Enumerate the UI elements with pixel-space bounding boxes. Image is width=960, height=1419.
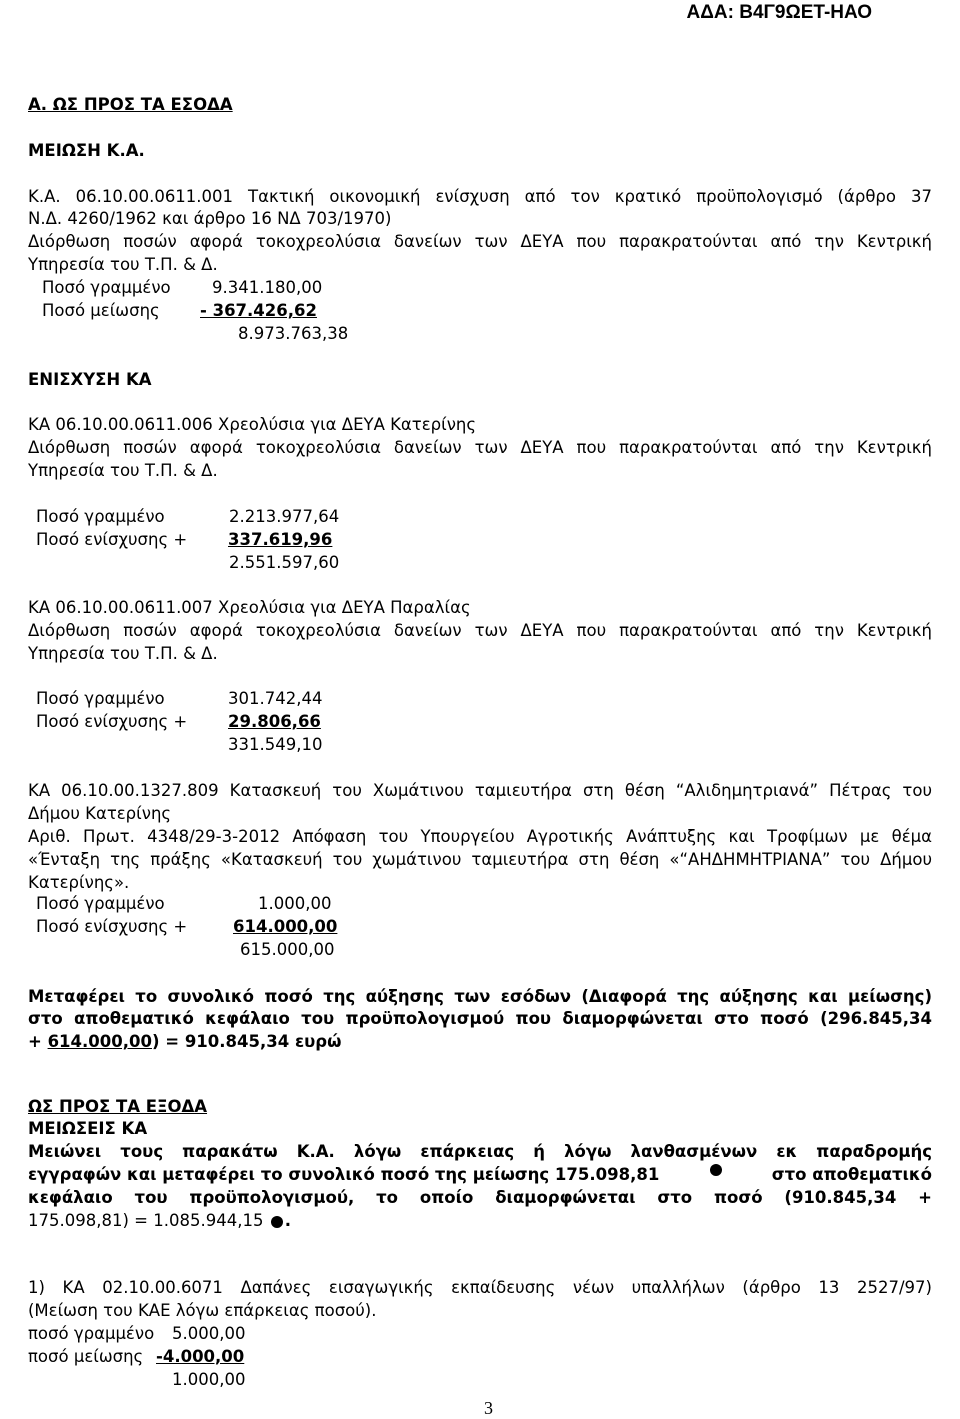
ka4-budget-label: Ποσό γραμμένο — [36, 894, 165, 913]
ada-code: ΑΔΑ: Β4Γ9ΩΕΤ-ΗΑΟ — [686, 2, 872, 23]
item1-total: 1.000,00 — [172, 1370, 246, 1389]
ka2-budget-label: Ποσό γραμμένο — [36, 507, 165, 526]
summary-line3-underlined: 614.000,00 — [47, 1032, 152, 1051]
ka1-line2: Ν.Δ. 4260/1962 και άρθρο 16 ΝΔ 703/1970) — [28, 209, 392, 228]
ka1-change-label: Ποσό μείωσης — [42, 301, 160, 320]
ka3-line3: Υπηρεσία του Τ.Π. & Δ. — [28, 644, 218, 663]
ka1-line1: Κ.Α. 06.10.00.0611.001 Τακτική οικονομική ενίσχυση από τον κρατικό προϋπολογισμό (άρθρο 37 — [28, 187, 932, 206]
ka2-line2: Διόρθωση ποσών αφορά τοκοχρεολύσια δανείων των ΔΕΥΑ που παρακρατούνται από την Κεντρική — [28, 438, 932, 457]
increase-heading: ΕΝΙΣΧΥΣΗ ΚΑ — [28, 370, 152, 389]
reduction-heading: ΜΕΙΩΣΗ Κ.Α. — [28, 141, 145, 160]
ka4-line4: «Ένταξη της πράξης «Κατασκευή του χωμάτινου ταμιευτήρα στη θέση «“ΑΗΔΗΜΗΤΡΙΑΝΑ” του Δήμου — [28, 850, 932, 869]
income-heading: Α. ΩΣ ΠΡΟΣ ΤΑ ΕΣΟΔΑ — [28, 95, 233, 114]
ka3-total: 331.549,10 — [228, 735, 323, 754]
item1-budget-label: ποσό γραμμένο — [28, 1324, 155, 1343]
item1-budget-value: 5.000,00 — [172, 1324, 246, 1343]
ka1-change-value: - 367.426,62 — [200, 301, 317, 320]
ka3-budget-label: Ποσό γραμμένο — [36, 689, 165, 708]
ka4-line3: Αριθ. Πρωτ. 4348/29-3-2012 Απόφαση του Υπουργείου Αγροτικής Ανάπτυξης και Τροφίμων με θέμα — [28, 827, 932, 846]
summary-line1: Μεταφέρει το συνολικό ποσό της αύξησης των εσόδων (Διαφορά της αύξησης και μείωσης) — [28, 987, 932, 1006]
ka3-line2: Διόρθωση ποσών αφορά τοκοχρεολύσια δανείων των ΔΕΥΑ που παρακρατούνται από την Κεντρική — [28, 621, 932, 640]
ka1-budget-value: 9.341.180,00 — [212, 278, 323, 297]
ka3-change-value: 29.806,66 — [228, 712, 321, 731]
ka4-budget-value: 1.000,00 — [258, 894, 332, 913]
ka1-total: 8.973.763,38 — [238, 324, 349, 343]
ka2-change-label: Ποσό ενίσχυσης + — [36, 530, 188, 549]
exp-para-line2 — [28, 1164, 932, 1186]
ka3-budget-value: 301.742,44 — [228, 689, 323, 708]
ka4-total: 615.000,00 — [240, 940, 335, 959]
exp-para-line3: κεφάλαιο του προϋπολογισμού, το οποίο διαμορφώνεται στο ποσό (910.845,34 + — [28, 1188, 932, 1207]
summary-line3 — [28, 1031, 341, 1053]
ka2-total: 2.551.597,60 — [229, 553, 340, 572]
expenses-heading: ΩΣ ΠΡΟΣ ΤΑ ΕΞΟΔΑ — [28, 1097, 208, 1116]
euro-sign-icon — [271, 1216, 283, 1228]
ka4-change-value: 614.000,00 — [233, 917, 338, 936]
ka2-budget-value: 2.213.977,64 — [229, 507, 340, 526]
item1-change-value: -4.000,00 — [156, 1347, 245, 1366]
item1-line2: (Μείωση του ΚΑΕ λόγω επάρκειας ποσού). — [28, 1301, 377, 1320]
euro-sign-icon — [710, 1164, 722, 1176]
exp-para-line4-post: . — [284, 1211, 291, 1230]
ka4-line1: ΚΑ 06.10.00.1327.809 Κατασκευή του Χωμάτινου ταμιευτήρα στη θέση “Αλιδημητριανά” Πέτρας του — [28, 781, 932, 800]
item1-change-label: ποσό μείωσης — [28, 1347, 144, 1366]
ka1-line3: Διόρθωση ποσών αφορά τοκοχρεολύσια δανείων των ΔΕΥΑ που παρακρατούνται από την Κεντρική — [28, 232, 932, 251]
item1-line1: 1) ΚΑ 02.10.00.6071 Δαπάνες εισαγωγικής εκπαίδευσης νέων υπαλλήλων (άρθρο 13 2527/97) — [28, 1278, 932, 1297]
ka2-line1: ΚΑ 06.10.00.0611.006 Χρεολύσια για ΔΕΥΑ Κατερίνης — [28, 415, 477, 434]
ka4-change-label: Ποσό ενίσχυσης + — [36, 917, 188, 936]
ka3-change-label: Ποσό ενίσχυσης + — [36, 712, 188, 731]
summary-line2: στο αποθεματικό κεφάλαιο του προϋπολογισμού που διαμορφώνεται στο ποσό (296.845,34 — [28, 1009, 932, 1028]
ka3-line1: ΚΑ 06.10.00.0611.007 Χρεολύσια για ΔΕΥΑ Παραλίας — [28, 598, 471, 617]
expenses-reductions-heading: ΜΕΙΩΣΕΙΣ ΚΑ — [28, 1119, 148, 1138]
ka4-line2: Δήμου Κατερίνης — [28, 804, 172, 823]
ka1-line4: Υπηρεσία του Τ.Π. & Δ. — [28, 255, 218, 274]
ka1-budget-label: Ποσό γραμμένο — [42, 278, 171, 297]
exp-para-line4-pre: 175.098,81) = 1.085.944,15 — [28, 1211, 264, 1230]
ka2-change-value: 337.619,96 — [228, 530, 333, 549]
exp-para-line2-post: στο αποθεματικό — [771, 1165, 932, 1184]
summary-line3-pre: + — [28, 1032, 48, 1051]
exp-para-line1: Μειώνει τους παρακάτω Κ.Α. λόγω επάρκειας ή λόγω λανθασμένων εκ παραδρομής — [28, 1142, 932, 1161]
ka4-line5: Κατερίνης». — [28, 873, 130, 892]
page-number: 3 — [484, 1398, 493, 1418]
ka2-line3: Υπηρεσία του Τ.Π. & Δ. — [28, 461, 218, 480]
summary-line3-post: ) = 910.845,34 ευρώ — [151, 1032, 342, 1051]
exp-para-line2-pre: εγγραφών και μεταφέρει το συνολικό ποσό της μείωσης 175.098,81 — [28, 1165, 660, 1184]
exp-para-line4 — [28, 1210, 291, 1232]
